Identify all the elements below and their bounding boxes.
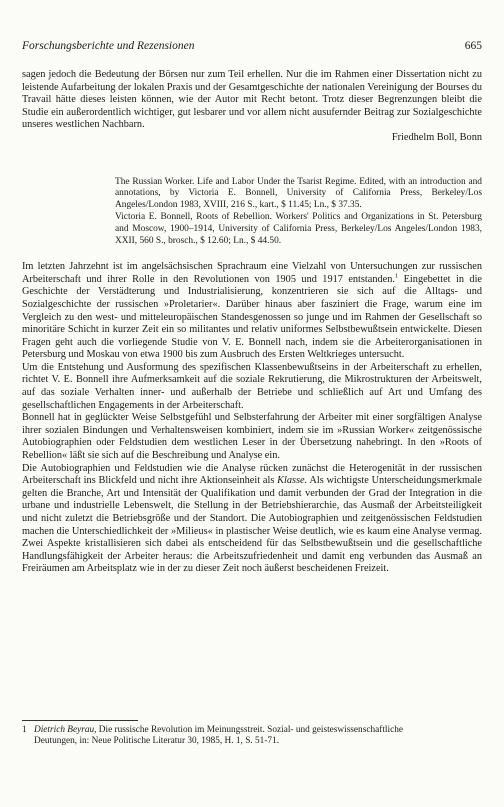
body-text: Eingebettet in die Geschichte der Verstädterung und Industrialisierung, konzentrieren sie sich auf die Alltags- und Sozialgeschichte der russischen »Proletarier«. Darüber hinaus aber fasziniert die Frage, warum eine im Vergleich zu den west- und mitteleuropäischen Standesgenossen so junge und im Rahmen der Gesellschaft so minoritäre Schicht in kurzer Zeit ein so militantes und relativ uniformes Selbstbewußtsein entwickelte. Diesen Fragen geht auch die vorliegende Studie von V. E. Bonnell nach, indem sie die Arbeiterorganisationen in Petersburg und Moskau von etwa 1900 bis zum Ausbruch des Ersten Weltkrieges untersucht. — [22, 273, 482, 361]
review-citation: Victoria E. Bonnell, Roots of Rebellion. Workers' Politics and Organizations in St. Petersburg and Moscow, 1900–1914, University of California Press, Berkeley/Los Angeles/London 1983, XXII, 560 S., brosch., $ 12.60; Ln., $ 44.50. — [115, 212, 482, 246]
emphasis: Klasse. — [277, 475, 308, 487]
footnote-author: Dietrich Beyrau — [34, 725, 95, 735]
review-citation: The Russian Worker. Life and Labor Under the Tsarist Regime. Edited, with an introduction and annotations, by Victoria E. Bonnell, University of California Press, Berkeley/Los Angeles/London 1983, XVIII, 216 S., kart., $ 11.45; Ln., $ 37.35. — [115, 176, 482, 210]
footnote-text: , Die russische Revolution im Meinungsstreit. Sozial- und geisteswissenschaftliche — [94, 725, 403, 735]
main-text — [22, 69, 482, 576]
page-number: 665 — [464, 40, 482, 52]
reviewed-books — [115, 177, 482, 248]
footnote-text-continued: Deutungen, in: Neue Politische Literatur 30, 1985, H. 1, S. 51-71. — [34, 736, 280, 747]
intro-paragraph: sagen jedoch die Bedeutung der Börsen nur zum Teil erhellen. Nur die im Rahmen einer Dissertation nicht zu leistende Aufarbeitung der lokalen Praxis und der Gesamtgeschichte der nationalen Vereinigung der Bourses du Travail hätte dieses leisten können, wie der Autor mit Recht betont. Trotz dieser Begrenzungen bleibt die Studie ein außerordentlich wichtiger, gut lesbarer und vor allem nicht ausufernder Beitrag zur Sozialgeschichte unseres westlichen Nachbarn. — [22, 69, 482, 131]
footnote — [22, 725, 482, 748]
body-paragraph — [22, 463, 482, 576]
reviewer-signature: Friedhelm Boll, Bonn — [391, 131, 482, 143]
footnote-number: 1 — [22, 725, 27, 735]
body-text: Im letzten Jahrzehnt ist im angelsächsischen Sprachraum eine Vielzahl von Untersuchungen zur russischen Arbeiterschaft und ihrer Rolle in den Revolutionen von 1905 und 1917 entstanden. — [22, 261, 482, 285]
running-title: Forschungsberichte und Rezensionen — [22, 40, 195, 52]
body-paragraph — [22, 261, 482, 362]
body-paragraph: Bonnell hat in geglückter Weise Selbstgefühl und Selbsterfahrung der Arbeiter mit einer sorgfältigen Analyse ihrer sozialen Bindungen und Verhaltensweisen kombiniert, indem sie im »Russian Worker« zeitgenössische Autobiographien oder Feldstudien dem westlichen Leser in der Übersetzung nahebringt. In den »Roots of Rebellion« läßt sie sich auf die Beschreibung und Analyse ein. — [22, 412, 482, 462]
body-paragraph: Um die Entstehung und Ausformung des spezifischen Klassenbewußtseins in der Arbeiterschaft zu erhellen, richtet V. E. Bonnell ihre Aufmerksamkeit auf die soziale Rekrutierung, die Mikrostrukturen der Arbeitswelt, auf das soziale Verhalten inner- und außerhalb der Betriebe und schließlich auf Art und Umfang des gesellschaftlichen Engagements in der Arbeiterschaft. — [22, 361, 482, 411]
body-text: Die Autobiographien und Feldstudien wie die Analyse rücken zunächst die Heterogenität in der russischen Arbeiterschaft ins Blickfeld und nicht ihre Aktionseinheit als — [22, 462, 482, 487]
body-text: Als wichtigste Unterscheidungsmerkmale gelten die Branche, Art und Intensität der Qualifikation und damit verbunden der Grad der Integration in die urbane und industrielle Lebenswelt, die Stellung in der Betriebshierarchie, das Ausmaß der Arbeitsteiligkeit und nicht zuletzt die Betriebsgröße und der Standort. Die Autobiographien und zeitgenössischen Feldstudien machen die Unterschiedlichkeit der »Milieus« in plastischer Weise deutlich, wie es kaum eine Analyse vermag. Zwei Aspekte kristallisieren sich dabei als entscheidend für das Selbstbewußtsein und die gesellschaftliche Handlungsfähigkeit der Arbeiter heraus: die Arbeitszufriedenheit und damit eng verbunden das Ausmaß an Freiräumen am Arbeitsplatz wie in der zu dieser Zeit noch äußerst bescheidenen Freizeit. — [22, 475, 482, 575]
footnote-divider — [22, 720, 138, 721]
footnote-reference: 1 — [394, 272, 399, 280]
